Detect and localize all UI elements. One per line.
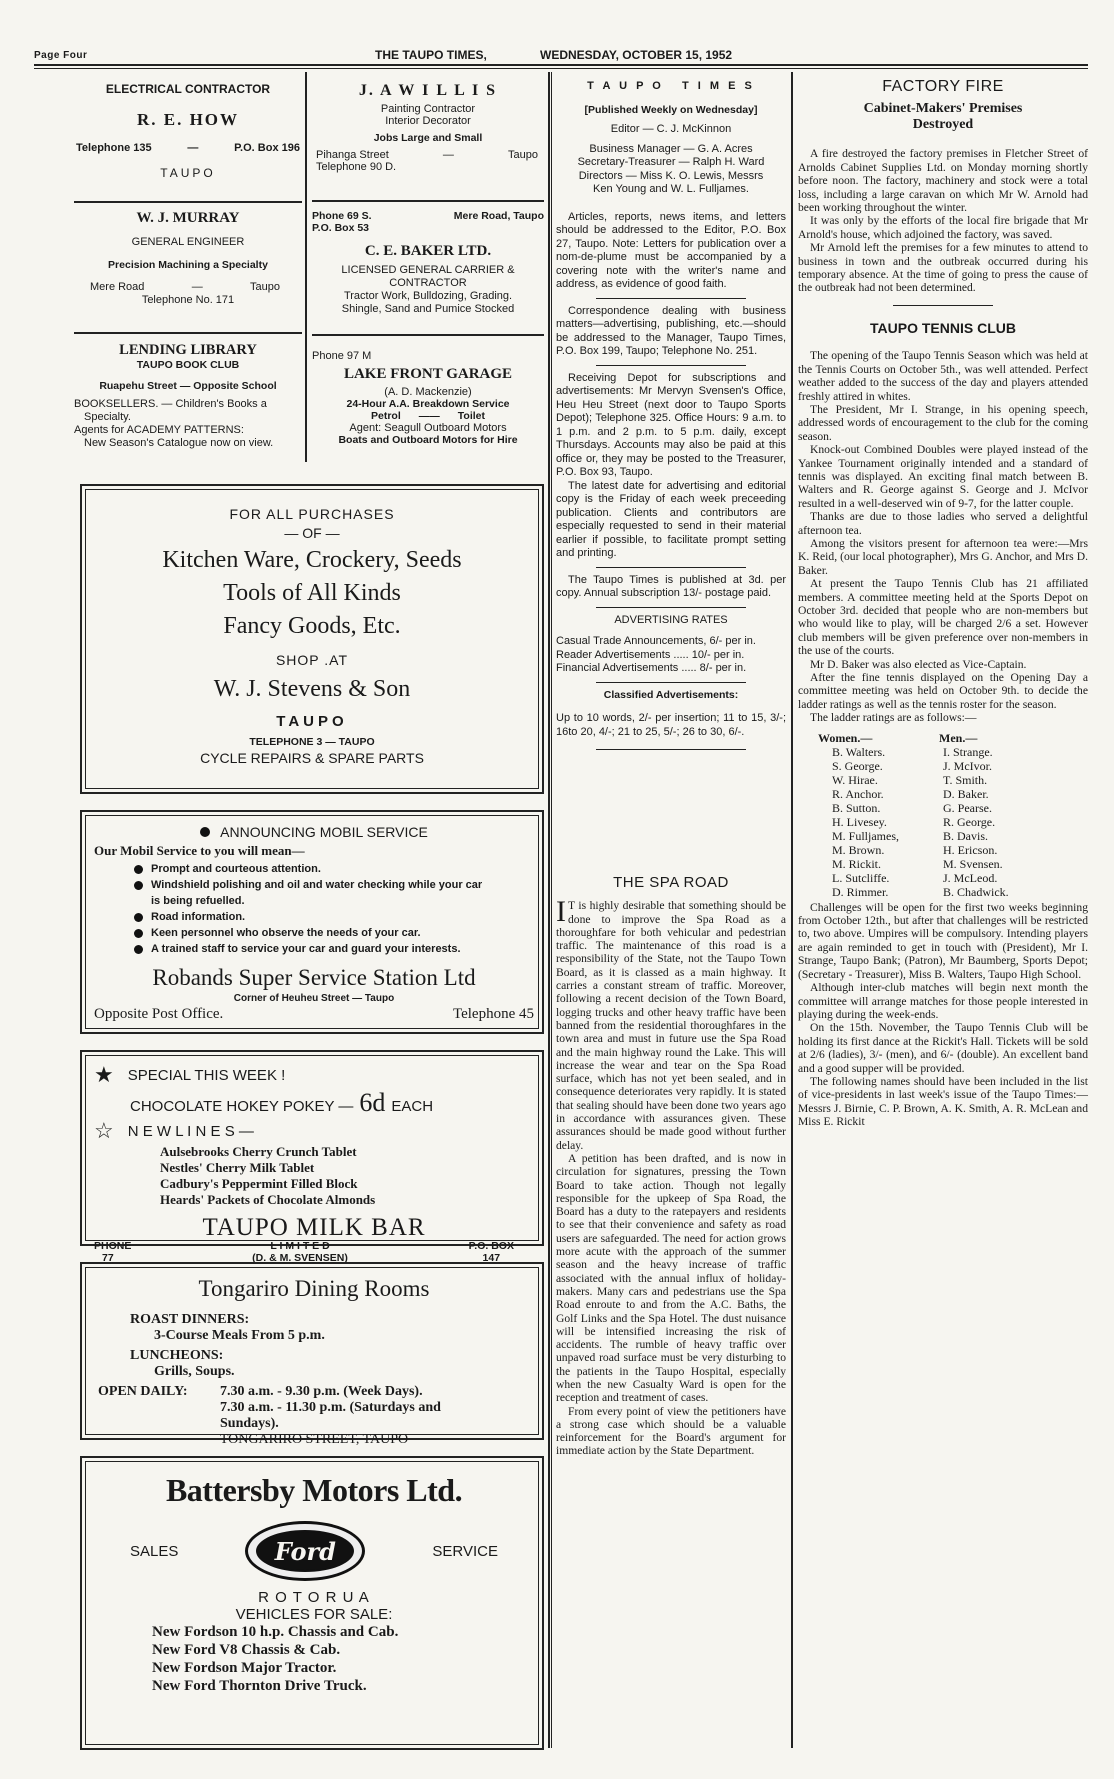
mobil-title: ANNOUNCING MOBIL SERVICE bbox=[220, 824, 428, 840]
spa-p3: From every point of view the petitioners have a strong case which should be a valuable reinforcement for the Board's argument for immediate action by the State Department. bbox=[556, 1404, 786, 1458]
ladder-men: B. Davis. bbox=[943, 828, 989, 843]
how-dash: — bbox=[187, 142, 199, 154]
mobil-ad bbox=[80, 810, 544, 1034]
battersby-item: New Ford Thornton Drive Truck. bbox=[152, 1678, 367, 1694]
how-name: R. E. HOW bbox=[136, 110, 240, 129]
milkbar-limited-block: L I M I T E D (D. & M. SVENSEN) bbox=[252, 1240, 348, 1264]
col2-rule-1 bbox=[312, 200, 544, 202]
garage-owner: (A. D. Mackenzie) bbox=[384, 386, 472, 398]
mobil-item-cont: is being refuelled. bbox=[151, 895, 245, 907]
ladder-men: B. Chadwick. bbox=[943, 884, 1009, 899]
milkbar-items bbox=[94, 1144, 534, 1208]
mobil-title-bullet-icon bbox=[200, 827, 210, 837]
garage-name: LAKE FRONT GARAGE bbox=[343, 366, 513, 382]
spa-p1: I T is highly desirable that something should be done to improve the Spa Road as a thoroughfare for both vehicular and pedestrian traffic. The maintenance of this road is a responsibility of the State, not the Taupo Town Board, as it is classed as a main highway. It carries a constant stream of traffic. Moreover, following a recent decision of the Town Board, logging trucks and other heavy traffic have been banned from the residential thoroughfares in the town area and must in future use the Spa Road and the main highway round the Lake. This will increase the wear and tear on the Spa Road surface, which has not yet been sealed, and in consequence deteriorates very rapidly. It is stated that sealing should have been done two years ago in accordance with assurances given. These assurances should be made good without further delay. bbox=[556, 895, 786, 1152]
library-ad bbox=[74, 342, 302, 450]
star-outline-icon: ☆ bbox=[94, 1118, 114, 1143]
mobil-phone: Telephone 45 bbox=[452, 1006, 534, 1022]
mobil-name: Robands Super Service Station Ltd bbox=[152, 965, 476, 990]
library-line1: BOOKSELLERS. — Children's Books a bbox=[74, 398, 267, 410]
fire-title: FACTORY FIRE bbox=[882, 78, 1004, 95]
ladder-men: I. Strange. bbox=[943, 744, 993, 759]
tongariro-lunch: LUNCHEONS: bbox=[130, 1348, 224, 1363]
battersby-name: Battersby Motors Ltd. bbox=[165, 1472, 463, 1508]
baker-line3: Tractor Work, Bulldozing, Grading. bbox=[343, 290, 513, 302]
tongariro-name: Tongariro Dining Rooms bbox=[198, 1276, 430, 1301]
ladder-men: M. Svensen. bbox=[943, 856, 1003, 871]
murray-town: Taupo bbox=[250, 281, 280, 293]
murray-specialty: Precision Machining a Specialty bbox=[108, 259, 268, 271]
murray-ad bbox=[74, 210, 302, 306]
library-title: LENDING LIBRARY bbox=[119, 342, 257, 358]
rate-3: Financial Advertisements ..... 8/- per in. bbox=[556, 662, 747, 674]
battersby-ad bbox=[80, 1456, 544, 1750]
baker-phone: Phone 69 S. bbox=[312, 210, 372, 222]
garage-boats: Boats and Outboard Motors for Hire bbox=[338, 434, 518, 446]
col-divider-1 bbox=[305, 72, 307, 462]
imprint-p2: Correspondence dealing with business matters—advertising, publishing, etc.—should be addressed to the Manager, Taupo Times, P.O. Box 199, Taupo; Telephone No. 251. bbox=[556, 304, 786, 357]
fire-sub1: Cabinet-Makers' Premises bbox=[863, 101, 1023, 117]
imprint-column bbox=[556, 80, 786, 760]
imprint-p3: Receiving Depot for subscriptions and advertisements: Mr Mervyn Svensen's Office, Heu Heu Street (next door to Taupo Sports Depot); Telephone 325. Office Hours: 9 a.m. to 1 p.m. and 2 p.m. to 5 p.m. daily, except Thursdays. Accounts may also be paid at this office or, they may be posted to the Treasurer, P.O. Box 93, Taupo. bbox=[556, 371, 786, 478]
col-divider-2 bbox=[548, 72, 550, 1748]
murray-role: GENERAL ENGINEER bbox=[131, 236, 245, 248]
classified-text: Up to 10 words, 2/- per insertion; 11 to 15, 3/-; 16to 20, 4/-; 21 to 25, 5/-; 26 to 30, 6/-. bbox=[556, 712, 786, 738]
garage-petrol-line bbox=[312, 410, 544, 422]
willis-ad bbox=[312, 82, 544, 173]
ladder-women: D. Rimmer. bbox=[832, 884, 889, 899]
library-street: Ruapehu Street — Opposite School bbox=[99, 380, 277, 392]
col1-rule-1 bbox=[74, 201, 302, 203]
ladder-women: H. Livesey. bbox=[832, 814, 887, 829]
willis-name: J. A W I L L I S bbox=[358, 82, 498, 99]
stevens-repairs: CYCLE REPAIRS & SPARE PARTS bbox=[200, 750, 424, 766]
tennis-p3: Knock-out Combined Doubles were played instead of the Yankee Tournament originally intended and a standard of tennis was displayed. An exciting final match between B. Walters and R. George against S. George and J. McIvor resulted in a well-deserved win of 9-7, for the latter couple. bbox=[798, 443, 1088, 510]
tongariro-open: OPEN DAILY: bbox=[98, 1384, 188, 1399]
ladder-women: M. Rickit. bbox=[832, 856, 882, 871]
how-heading: ELECTRICAL CONTRACTOR bbox=[105, 82, 271, 96]
women-label: Women.— bbox=[818, 730, 873, 745]
imprint-rule-3 bbox=[596, 567, 746, 568]
garage-toilet: Toilet bbox=[457, 410, 485, 422]
men-label: Men.— bbox=[939, 730, 978, 745]
mobil-item: Road information. bbox=[134, 909, 534, 925]
stevens-content bbox=[92, 506, 532, 766]
murray-dash: — bbox=[191, 281, 203, 293]
milkbar-phone-block: PHONE 77 bbox=[94, 1240, 132, 1264]
star-filled-icon: ★ bbox=[94, 1062, 114, 1087]
library-sub: TAUPO BOOK CLUB bbox=[136, 359, 240, 371]
willis-town: Taupo bbox=[508, 149, 538, 161]
imprint-rule-6 bbox=[596, 749, 746, 750]
baker-road: Mere Road, Taupo bbox=[453, 210, 544, 222]
masthead: THE TAUPO TIMES, bbox=[375, 48, 487, 62]
mobil-content bbox=[94, 824, 534, 1023]
imprint-directors1: Directors — Miss K. O. Lewis, Messrs bbox=[578, 169, 764, 182]
murray-phone: Telephone No. 171 bbox=[141, 294, 235, 306]
tennis-p6: At present the Taupo Tennis Club has 21 affiliated members. A committee meeting held at the Sports Depot on October 3rd. decided that people who are non-members but who would like to play, will be charged 2/6 a set. However club members will be given preference over non-members in the use of the courts. bbox=[798, 577, 1088, 658]
milkbar-content bbox=[94, 1062, 534, 1264]
stevens-ad bbox=[80, 484, 544, 794]
stevens-phone: TELEPHONE 3 — TAUPO bbox=[249, 736, 375, 748]
imprint-title: T A U P O T I M E S bbox=[587, 80, 755, 92]
imprint-rule-5 bbox=[596, 682, 746, 683]
stevens-line1: FOR ALL PURCHASES bbox=[229, 506, 395, 522]
spa-road-article bbox=[556, 876, 786, 1458]
classified-title: Classified Advertisements: bbox=[603, 688, 739, 701]
garage-ad bbox=[312, 350, 544, 446]
willis-role1: Painting Contractor bbox=[380, 103, 476, 115]
murray-road-line bbox=[74, 281, 302, 293]
library-line4: New Season's Catalogue now on view. bbox=[84, 437, 274, 449]
stevens-name: W. J. Stevens & Son bbox=[213, 676, 411, 702]
rate-1: Casual Trade Announcements, 6/- per in. bbox=[556, 635, 756, 647]
milkbar-name: TAUPO MILK BAR bbox=[202, 1214, 426, 1241]
stevens-line2: — OF — bbox=[284, 525, 340, 541]
tongariro-content bbox=[94, 1276, 534, 1448]
tennis-p8: After the fine tennis displayed on the Opening Day a committee meeting was held on October 9th. to decide the ladder ratings as well as the tennis roster for the season. bbox=[798, 671, 1088, 711]
willis-street-line bbox=[312, 149, 544, 161]
ladder-ratings-table bbox=[818, 731, 1009, 899]
ladder-men: J. McIvor. bbox=[943, 758, 993, 773]
milkbar-special: SPECIAL THIS WEEK ! bbox=[127, 1066, 286, 1084]
tongariro-street: TONGARIRO STREET, TAUPO bbox=[219, 1432, 409, 1447]
imprint-rule-2 bbox=[596, 365, 746, 366]
imprint-p4: The latest date for advertising and editorial copy is the Friday of each week preceeding publication. Clients and contributors are especially requested to send in their material earlier if possible, to facilitate prompt setting and printing. bbox=[556, 479, 786, 559]
tennis-p4: Thanks are due to those ladies who served a delightful afternoon tea. bbox=[798, 510, 1088, 537]
battersby-content bbox=[94, 1472, 534, 1695]
willis-street: Pihanga Street bbox=[316, 149, 389, 161]
milkbar-box-block: P.O. BOX 147 bbox=[468, 1240, 514, 1264]
ladder-women: R. Anchor. bbox=[832, 786, 884, 801]
milkbar-hokey: CHOCOLATE HOKEY POKEY — bbox=[130, 1098, 354, 1115]
willis-dash: — bbox=[442, 149, 454, 161]
milkbar-price: 6d bbox=[359, 1088, 386, 1117]
imprint-p5: The Taupo Times is published at 3d. per copy. Annual subscription 13/- postage paid. bbox=[556, 573, 786, 599]
tennis-p1: The opening of the Taupo Tennis Season which was held at the Tennis Courts on October 5th., was well attended. Perfect weather added to the success of the day and players attended freshly attired in whites. bbox=[798, 349, 1088, 403]
how-phone: Telephone 135 bbox=[76, 142, 152, 154]
garage-phone: Phone 97 M bbox=[312, 350, 372, 362]
willis-jobs: Jobs Large and Small bbox=[373, 132, 483, 144]
baker-line1: LICENSED GENERAL CARRIER & bbox=[341, 264, 515, 276]
ladder-women: B. Walters. bbox=[832, 744, 886, 759]
fire-p1: A fire destroyed the factory premises in Fletcher Street of Arnolds Cabinet Supplies Ltd. on Monday morning shortly before noon. The factory, machinery and stock were a total loss, including a large caravan on which Mr W. Arnold had been working throughout the winter. bbox=[798, 147, 1088, 215]
garage-petrol: Petrol bbox=[371, 410, 401, 422]
milkbar-ad bbox=[80, 1050, 544, 1264]
spa-dropcap: I bbox=[556, 895, 566, 929]
fire-p2: It was only by the efforts of the local fire brigade that Mr Arnold's house, which adjoined the factory, was saved. bbox=[798, 214, 1088, 241]
imprint-secretary: Secretary-Treasurer — Ralph H. Ward bbox=[577, 156, 765, 168]
tennis-p9: The ladder ratings are as follows:— bbox=[810, 711, 977, 725]
battersby-items bbox=[94, 1623, 534, 1695]
spa-p2: A petition has been drafted, and is now in circulation for signatures, pressing the Town Board to take action. Though not legally responsible for the upkeep of Spa Road, the Board has a duty to the ratepayers and residents to see that their convenience and safety as road users are safeguarded. The need for action grows more acute with the approach of the summer season and the heavy increase of traffic associated with the annual influx of holiday-makers. Many cars and pedestrians use the Spa Road enroute to and from the A.C. Baths, the Golf Links and the Spa Hotel. The dust nuisance will be intensified increasing the risk of accidents. The rumble of heavy traffic over unpaved road surface must be very disturbing to the patients in the Taupo Hospital, especially when the new Casualty Ward is open for the reception and treatment of cases. bbox=[556, 1151, 786, 1405]
col-divider-3 bbox=[551, 72, 552, 1748]
baker-line2: CONTRACTOR bbox=[389, 277, 467, 289]
imprint-published: [Published Weekly on Wednesday] bbox=[584, 103, 758, 116]
battersby-vehicles: VEHICLES FOR SALE: bbox=[235, 1606, 393, 1623]
mobil-bottom bbox=[94, 1006, 534, 1023]
battersby-town: R O T O R U A bbox=[258, 1589, 370, 1606]
how-contact bbox=[74, 142, 302, 154]
library-line3: Agents for ACADEMY PATTERNS: bbox=[74, 424, 244, 436]
ladder-men: R. George. bbox=[943, 814, 996, 829]
ford-logo-icon bbox=[245, 1521, 365, 1581]
milkbar-item: Heards' Packets of Chocolate Almonds bbox=[160, 1192, 376, 1207]
milkbar-item: Nestles' Cherry Milk Tablet bbox=[160, 1160, 315, 1175]
stevens-line4: Tools of All Kinds bbox=[223, 580, 401, 606]
tongariro-ad bbox=[80, 1262, 544, 1447]
fire-rule bbox=[893, 305, 993, 306]
bullet-icon bbox=[134, 881, 143, 890]
baker-line4: Shingle, Sand and Pumice Stocked bbox=[341, 303, 515, 315]
col2-rule-2 bbox=[312, 334, 544, 336]
fire-sub2: Destroyed bbox=[912, 117, 974, 133]
factory-fire-article bbox=[798, 80, 1088, 1129]
murray-name: W. J. MURRAY bbox=[136, 210, 240, 226]
bullet-icon bbox=[134, 913, 143, 922]
imprint-p1: Articles, reports, news items, and letters should be addressed to the Editor, P.O. Box 27, Taupo. Note: Letters for publication over a nom-de-plume must be accompanied by a covering note with the writer's name and address, as evidence of good faith. bbox=[556, 210, 786, 290]
baker-box: P.O. Box 53 bbox=[312, 222, 370, 234]
garage-agent: Agent: Seagull Outboard Motors bbox=[349, 422, 507, 434]
ladder-women: W. Hirae. bbox=[832, 772, 878, 787]
tongariro-open-line bbox=[94, 1384, 534, 1400]
imprint-rule-1 bbox=[596, 298, 746, 299]
ladder-men: G. Pearse. bbox=[943, 800, 992, 815]
tongariro-hours2: 7.30 a.m. - 11.30 p.m. (Saturdays and bbox=[220, 1400, 441, 1415]
milkbar-each: EACH bbox=[391, 1098, 434, 1115]
tennis-p13: The following names should have been included in the list of vice-presidents in last week's issue of the Taupo Times:—Messrs J. Birnie, C. P. Brown, A. K. Smith, A. R. McLean and Miss E. Rickit bbox=[798, 1074, 1088, 1129]
stevens-line3: Kitchen Ware, Crockery, Seeds bbox=[162, 547, 462, 573]
page-label: Page Four bbox=[34, 50, 88, 61]
baker-name: C. E. BAKER LTD. bbox=[364, 243, 492, 259]
imprint-manager: Business Manager — G. A. Acres bbox=[589, 142, 753, 155]
stevens-town: TAUPO bbox=[276, 713, 348, 730]
ladder-men: T. Smith. bbox=[943, 772, 988, 787]
milkbar-item: Aulsebrooks Cherry Crunch Tablet bbox=[160, 1144, 357, 1159]
milkbar-newlines: N E W L I N E S — bbox=[127, 1122, 254, 1140]
issue-date: WEDNESDAY, OCTOBER 15, 1952 bbox=[540, 48, 733, 62]
col-divider-4 bbox=[791, 72, 793, 1748]
ladder-women: L. Sutcliffe. bbox=[832, 870, 890, 885]
battersby-item: New Fordson Major Tractor. bbox=[152, 1660, 337, 1676]
mobil-corner: Corner of Heuheu Street — Taupo bbox=[233, 993, 395, 1004]
rate-2: Reader Advertisements ..... 10/- per in. bbox=[556, 648, 745, 661]
ladder-men: H. Ericson. bbox=[943, 842, 998, 857]
tennis-p11: Although inter-club matches will begin next month the committee will arrange matches for those people interested in playing during the week-ends. bbox=[798, 981, 1088, 1021]
milkbar-item: Cadbury's Peppermint Filled Block bbox=[160, 1176, 358, 1191]
willis-phone: Telephone 90 D. bbox=[316, 161, 397, 173]
ladder-women: S. George. bbox=[832, 758, 883, 773]
mobil-intro: Our Mobil Service to you will mean— bbox=[94, 843, 305, 858]
col1-rule-2 bbox=[74, 332, 302, 334]
stevens-line5: Fancy Goods, Etc. bbox=[223, 613, 401, 639]
bullet-icon bbox=[134, 945, 143, 954]
ladder-men: D. Baker. bbox=[943, 786, 989, 801]
ladder-women: B. Sutton. bbox=[832, 800, 881, 815]
stevens-line6: SHOP .AT bbox=[275, 652, 349, 668]
header-rule-2 bbox=[34, 68, 1088, 69]
mobil-item: Keen personnel who observe the needs of your car. bbox=[134, 925, 534, 941]
how-box: P.O. Box 196 bbox=[234, 142, 300, 154]
ladder-men: J. McLeod. bbox=[943, 870, 998, 885]
tennis-title: TAUPO TENNIS CLUB bbox=[870, 319, 1016, 336]
imprint-rule-4 bbox=[596, 607, 746, 608]
rates-title: ADVERTISING RATES bbox=[614, 613, 728, 626]
mobil-item: A trained staff to service your car and guard your interests. bbox=[134, 941, 534, 957]
tennis-p7: Mr D. Baker was also elected as Vice-Captain. bbox=[810, 657, 1027, 671]
ladder-women: M. Brown. bbox=[832, 842, 885, 857]
tennis-p12: On the 15th. November, the Taupo Tennis Club will be holding its first dance at the Rickit's Hall. Tickets will be sold at 2/6 (ladies), 3/- (men), and 6/- (double). An excellent band and a good supper will be provided. bbox=[798, 1021, 1088, 1075]
tongariro-course: 3-Course Meals From 5 p.m. bbox=[154, 1328, 325, 1343]
baker-top bbox=[312, 210, 544, 222]
mobil-opposite: Opposite Post Office. bbox=[94, 1006, 224, 1022]
imprint-editor: Editor — C. J. McKinnon bbox=[610, 123, 732, 135]
ford-logo-text: Ford bbox=[256, 1530, 354, 1572]
murray-road: Mere Road bbox=[90, 281, 145, 293]
bullet-icon bbox=[134, 865, 143, 874]
battersby-sales: SALES bbox=[130, 1542, 179, 1560]
mobil-item: Prompt and courteous attention. bbox=[134, 861, 534, 877]
tennis-p10: Challenges will be open for the first two weeks beginning from October 12th., but after that challenges will be restricted to, two above. Umpires will be compulsory. Intending players are again reminded to get in touch with (President), Mr I. Strange, Taupo Bank; (Patron), Mr Baumberg, Sports Depot; (Secretary - Treasurer), Miss B. Walters, Taupo High School. bbox=[798, 900, 1088, 981]
garage-service: 24-Hour A.A. Breakdown Service bbox=[346, 398, 510, 410]
battersby-item: New Ford V8 Chassis & Cab. bbox=[152, 1642, 341, 1658]
library-line2: Specialty. bbox=[84, 411, 131, 423]
willis-role2: Interior Decorator bbox=[385, 115, 471, 127]
tongariro-hours1: 7.30 a.m. - 9.30 p.m. (Week Days). bbox=[220, 1384, 423, 1399]
how-town: TAUPO bbox=[160, 166, 216, 180]
tongariro-grills: Grills, Soups. bbox=[154, 1364, 235, 1379]
tongariro-hours3: Sundays). bbox=[220, 1416, 279, 1431]
baker-ad bbox=[312, 210, 544, 316]
header-rule bbox=[34, 64, 1088, 66]
fire-p3: Mr Arnold left the premises for a few minutes to attend to business in town and the outbreak occurred during his temporary absence. At the time of going to press the cause of the outbreak had not been determined. bbox=[798, 241, 1088, 295]
battersby-item: New Fordson 10 h.p. Chassis and Cab. bbox=[152, 1624, 399, 1640]
mobil-item: Windshield polishing and oil and water checking while your car bbox=[134, 877, 534, 893]
mobil-list bbox=[94, 861, 534, 957]
spa-title: THE SPA ROAD bbox=[613, 874, 729, 891]
tennis-p5: Among the visitors present for afternoon tea were:—Mrs K. Reid, (our local photographer), Mrs G. Anchor, and Mrs D. Baker. bbox=[798, 536, 1088, 577]
bullet-icon bbox=[134, 929, 143, 938]
battersby-service: SERVICE bbox=[432, 1542, 498, 1560]
how-ad bbox=[74, 82, 302, 180]
imprint-directors2: Ken Young and W. L. Fulljames. bbox=[593, 183, 749, 195]
ladder-women: M. Fulljames, bbox=[832, 828, 900, 843]
garage-dash: —— bbox=[418, 410, 440, 422]
tennis-p2: The President, Mr I. Strange, in his opening speech, addressed words of encouragement to the club for the coming season. bbox=[798, 402, 1088, 443]
tongariro-roast: ROAST DINNERS: bbox=[130, 1312, 250, 1327]
